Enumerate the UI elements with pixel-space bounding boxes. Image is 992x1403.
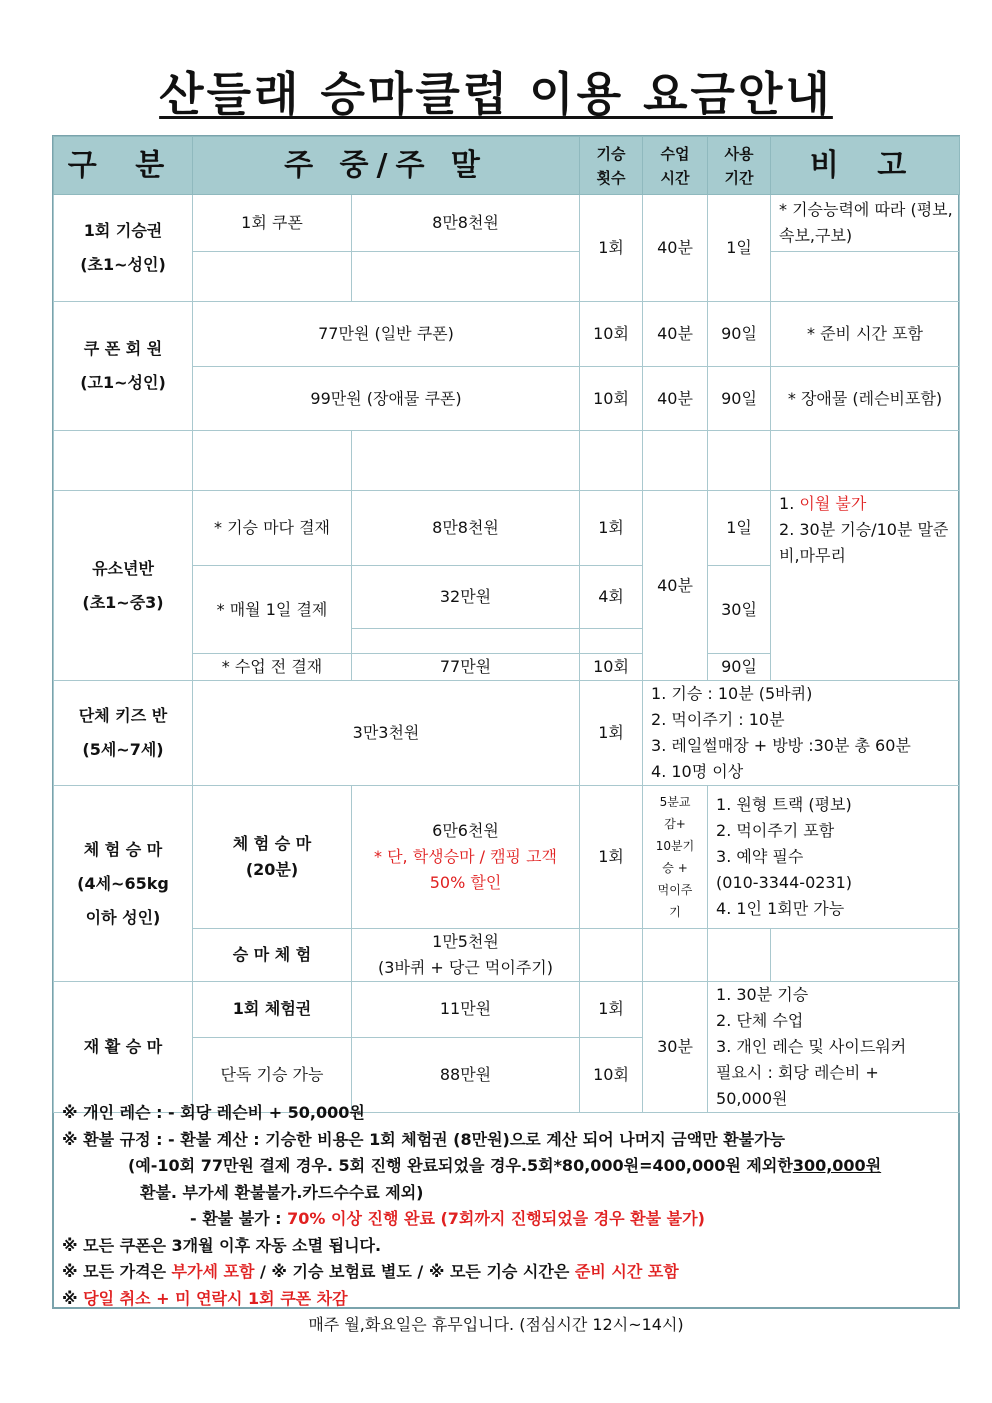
single-rides: 1회 xyxy=(580,195,643,302)
fee-table xyxy=(53,136,960,1113)
table-row: * 매월 1일 결제 32만원 4회 30일 xyxy=(54,566,960,629)
experience-notes: 1. 원형 트랙 (평보) 2. 먹이주기 포함 3. 예약 필수 (010-3344-0231) 4. 1인 1회만 가능 xyxy=(708,786,960,929)
table-row: 재 활 승 마 1회 체험권 11만원 1회 30분 1. 30분 기승 2. 단체 수업 3. 개인 레슨 및 사이드워커 필요시 : 회당 레슨비 + 50,000원 xyxy=(54,982,960,1038)
table-row: 승 마 체 험 1만5천원 (3바퀴 + 당근 먹이주기) xyxy=(54,929,960,982)
table-row: 쿠 폰 회 원 (고1~성인) 77만원 (일반 쿠폰) 10회 40분 90일 * 준비 시간 포함 xyxy=(54,302,960,367)
youth-remark: 1. 이월 불가 2. 30분 기승/10분 말준비,마무리 xyxy=(771,491,960,681)
table-row: 단체 키즈 반 (5세~7세) 3만3천원 1회 1. 기승 : 10분 (5바퀴) 2. 먹이주기 : 10분 3. 레일썰매장 + 방방 :30분 총 60분 4. 10명 이상 xyxy=(54,681,960,786)
note-personal: ※ 개인 레슨 : - 회당 레슨비 + 50,000원 xyxy=(62,1103,365,1122)
note-price: ※ 모든 가격은 부가세 포함 / ※ 기승 보험료 별도 / ※ 모든 기승 시간은 준비 시간 포함 xyxy=(62,1262,679,1281)
note-expire: ※ 모든 쿠폰은 3개월 이후 자동 소멸 됩니다. xyxy=(62,1235,382,1255)
coupon-disabled-remark: * 장애물 (레슨비포함) xyxy=(771,367,960,431)
coupon-disabled: 99만원 (장애물 쿠폰) xyxy=(193,367,580,431)
table-row: 99만원 (장애물 쿠폰) 10회 40분 90일 * 장애물 (레슨비포함) xyxy=(54,367,960,431)
single-time: 40분 xyxy=(643,195,708,302)
category-coupon-member: 쿠 폰 회 원 (고1~성인) xyxy=(54,302,193,431)
header-lesson-time: 수업 시간 xyxy=(643,137,708,195)
category-experience: 체 험 승 마 (4세~65kg 이하 성인) xyxy=(54,786,193,982)
single-remark: * 기승능력에 따라 (평보,속보,구보) xyxy=(771,195,960,252)
header-use-period: 사용 기간 xyxy=(708,137,771,195)
footer-closed-days: 매주 월,화요일은 휴무입니다. (점심시간 12시~14시) xyxy=(308,1315,684,1334)
coupon-general-remark: * 준비 시간 포함 xyxy=(771,302,960,367)
table-row: 유소년반 (초1~중3) * 기승 마다 결재 8만8천원 1회 40분 1일 1. 이월 불가 2. 30분 기승/10분 말준비,마무리 xyxy=(54,491,960,566)
table-row: 단독 기승 가능 88만원 10회 xyxy=(54,1037,960,1112)
note-refund: ※ 환불 규정 : - 환불 계산 : 기승한 비용은 1회 체험권 (8만원)으로 계산 되어 나머지 금액만 환불가능 xyxy=(62,1129,785,1149)
note-refund-example: (예-10회 77만원 결제 경우. 5회 진행 완료되었을 경우.5회*80,000원=400,000원 제외한300,000원 xyxy=(128,1156,882,1175)
header-rides: 기승 횟수 xyxy=(580,137,643,195)
category-kids-group: 단체 키즈 반 (5세~7세) xyxy=(54,681,193,786)
youth-time: 40분 xyxy=(643,491,708,681)
header-remarks: 비 고 xyxy=(771,137,960,195)
rehab-notes: 1. 30분 기승 2. 단체 수업 3. 개인 레슨 및 사이드워커 필요시 : 회당 레슨비 + 50,000원 xyxy=(708,982,960,1113)
category-rehab: 재 활 승 마 xyxy=(54,982,193,1113)
note-refund-vat: 환불. 부가세 환불불가.카드수수료 제외) xyxy=(140,1182,424,1202)
notes-section xyxy=(62,1100,952,1312)
note-refund-no: - 환불 불가 : 70% 이상 진행 완료 (7회까지 진행되었을 경우 환불 불가) xyxy=(190,1209,705,1228)
kids-group-notes: 1. 기승 : 10분 (5바퀴) 2. 먹이주기 : 10분 3. 레일썰매장 + 방방 :30분 총 60분 4. 10명 이상 xyxy=(643,681,960,786)
header-row xyxy=(54,137,960,195)
table-row: * 수업 전 결재 77만원 10회 90일 xyxy=(54,654,960,681)
single-coupon: 1회 쿠폰 xyxy=(193,195,352,252)
header-category: 구 분 xyxy=(54,137,193,195)
table-row: 체 험 승 마 (4세~65kg 이하 성인) 체 험 승 마 (20분) 6만6천원 * 단, 학생승마 / 캠핑 고객 50% 할인 1회 5분교 감+ 10분기 승 + 먹이주 기 1. 원형 트랙 (평보) 2. 먹이주기 포함 3. 예약 필수 (010-3344-0231) 4. 1인 1회만 가능 xyxy=(54,786,960,929)
table-row xyxy=(54,195,960,252)
coupon-general: 77만원 (일반 쿠폰) xyxy=(193,302,580,367)
category-single: 1회 기승권 (초1~성인) xyxy=(54,195,193,302)
note-cancel: ※ 당일 취소 + 미 연락시 1회 쿠폰 차감 xyxy=(62,1288,348,1308)
header-weekday-weekend: 주 중/주 말 xyxy=(193,137,580,195)
experience-time: 5분교 감+ 10분기 승 + 먹이주 기 xyxy=(643,786,708,929)
category-youth: 유소년반 (초1~중3) xyxy=(54,491,193,681)
table-row-empty xyxy=(54,431,960,491)
page-title: 산들래 승마클럽 이용 요금안내 xyxy=(159,67,833,121)
single-period: 1일 xyxy=(708,195,771,302)
single-price: 8만8천원 xyxy=(352,195,580,252)
